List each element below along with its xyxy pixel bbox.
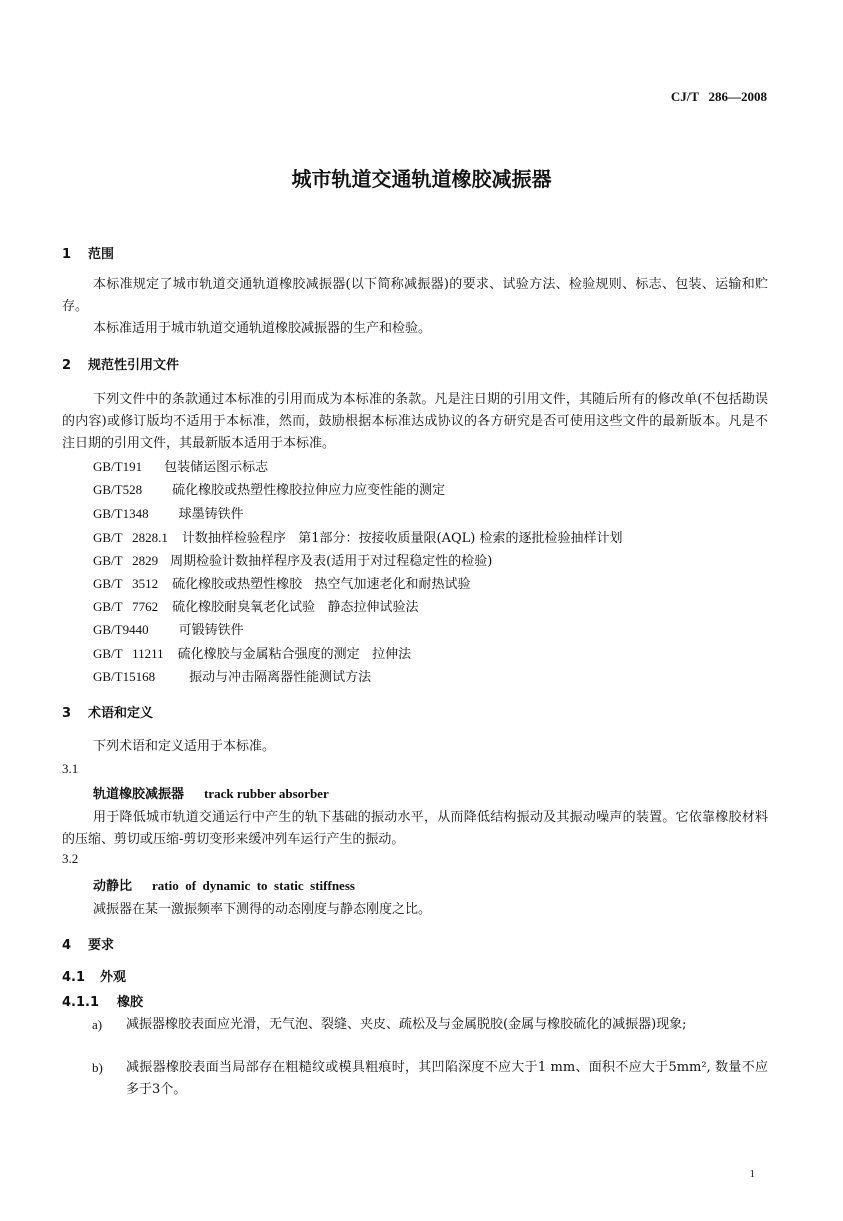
- requirement-item: [92, 1057, 768, 1101]
- reference-code: GB/T 11211: [93, 646, 164, 661]
- term-number: 3.2: [62, 851, 79, 866]
- standard-code: CJ/T 286—2008: [670, 89, 767, 104]
- section-2-heading: [62, 354, 179, 373]
- reference-code: GB/T 2828.1: [93, 530, 168, 545]
- term-english: ratio of dynamic to static stiffness: [152, 878, 355, 893]
- reference-code: GB/T191: [93, 459, 143, 474]
- subsection-4-1-1-heading: [62, 991, 143, 1010]
- reference-code: GB/T9440: [93, 622, 149, 637]
- section-4-heading: [62, 934, 114, 953]
- reference-title: 可锻铸铁件: [178, 623, 244, 638]
- reference-code: GB/T 2829: [93, 553, 159, 568]
- item-text: 减振器橡胶表面应光滑，无气泡、裂缝、夹皮、疏松及与金属脱胶(金属与橡胶硫化的减振器)现象;: [126, 1017, 687, 1032]
- normative-references-intro: 下列文件中的条款通过本标准的引用而成为本标准的条款。凡是注日期的引用文件，其随后所有的修改单(不包括勘误的内容)或修订版均不适用于本标准，然而，鼓励根据本标准达成协议的各方研究是否可使用这些文件的最新版本。凡是不注日期的引用文件，其最新版本适用于本标准。: [62, 392, 768, 451]
- section-number: 2: [62, 358, 72, 373]
- subsection-number: 4.1.1: [62, 995, 100, 1010]
- reference-item: [93, 479, 445, 498]
- section-title: 规范性引用文件: [88, 358, 180, 373]
- term-heading: [93, 783, 329, 802]
- reference-item: [93, 527, 623, 546]
- reference-code: GB/T528: [93, 482, 143, 497]
- term-english: track rubber absorber: [204, 786, 329, 801]
- reference-code: GB/T15168: [93, 669, 156, 684]
- subsection-title: 橡胶: [117, 995, 144, 1010]
- reference-title: 包装储运图示标志: [164, 460, 269, 475]
- scope-paragraph: 本标准规定了城市轨道交通轨道橡胶减振器(以下简称减振器)的要求、试验方法、检验规则、标志、包装、运输和贮存。: [62, 277, 768, 314]
- section-title: 范围: [88, 247, 115, 262]
- item-marker: b): [92, 1060, 103, 1075]
- term-number: 3.1: [62, 761, 79, 776]
- subsection-4-1-heading: [62, 966, 126, 985]
- reference-item: [93, 596, 419, 615]
- section-1-heading: [62, 243, 114, 262]
- reference-title: 计数抽样检验程序 第1部分：按接收质量限(AQL) 检索的逐批检验抽样计划: [181, 531, 623, 546]
- reference-item: [93, 503, 244, 522]
- term-chinese: 轨道橡胶减振器: [93, 787, 185, 802]
- reference-item: [93, 643, 411, 662]
- reference-title: 硫化橡胶或热塑性橡胶 热空气加速老化和耐热试验: [172, 577, 471, 592]
- reference-title: 硫化橡胶耐臭氧老化试验 静态拉伸试验法: [172, 600, 419, 615]
- reference-title: 振动与冲击隔离器性能测试方法: [189, 670, 372, 685]
- reference-title: 周期检验计数抽样程序及表(适用于对过程稳定性的检验): [170, 554, 493, 569]
- term-definition: 减振器在某一激振频率下测得的动态刚度与静态刚度之比。: [93, 902, 432, 917]
- item-marker: a): [92, 1017, 103, 1032]
- reference-code: GB/T 3512: [93, 576, 159, 591]
- section-3-heading: [62, 702, 153, 721]
- reference-item: [93, 619, 244, 638]
- item-text: 减振器橡胶表面当局部存在粗糙纹或模具粗痕时，其凹陷深度不应大于1 mm、面积不应大于5mm², 数量不应多于3个。: [126, 1060, 768, 1097]
- reference-item: [93, 573, 471, 592]
- reference-title: 球墨铸铁件: [178, 507, 244, 522]
- section-title: 要求: [88, 938, 115, 953]
- reference-item: [93, 550, 492, 569]
- reference-title: 硫化橡胶与金属粘合强度的测定 拉伸法: [177, 647, 412, 662]
- scope-applicability-paragraph: 本标准适用于城市轨道交通轨道橡胶减振器的生产和检验。: [93, 321, 432, 336]
- reference-code: GB/T 7762: [93, 599, 159, 614]
- subsection-title: 外观: [100, 970, 127, 985]
- section-number: 1: [62, 247, 72, 262]
- term-chinese: 动静比: [93, 879, 133, 894]
- terms-intro: 下列术语和定义适用于本标准。: [93, 739, 276, 754]
- section-number: 4: [62, 938, 72, 953]
- reference-item: [93, 666, 371, 685]
- reference-title: 硫化橡胶或热塑性橡胶拉伸应力应变性能的测定: [172, 483, 446, 498]
- subsection-number: 4.1: [62, 970, 86, 985]
- reference-item: [93, 456, 268, 475]
- page-number: 1: [749, 1168, 755, 1180]
- term-definition: 用于降低城市轨道交通运行中产生的轨下基础的振动水平，从而降低结构振动及其振动噪声的装置。它依靠橡胶材料的压缩、剪切或压缩-剪切变形来缓冲列车运行产生的振动。: [62, 810, 768, 847]
- reference-code: GB/T1348: [93, 506, 149, 521]
- section-number: 3: [62, 706, 72, 721]
- document-title: 城市轨道交通轨道橡胶减振器: [291, 167, 552, 191]
- section-title: 术语和定义: [88, 706, 154, 721]
- requirement-item: [92, 1014, 768, 1036]
- term-heading: [93, 875, 355, 894]
